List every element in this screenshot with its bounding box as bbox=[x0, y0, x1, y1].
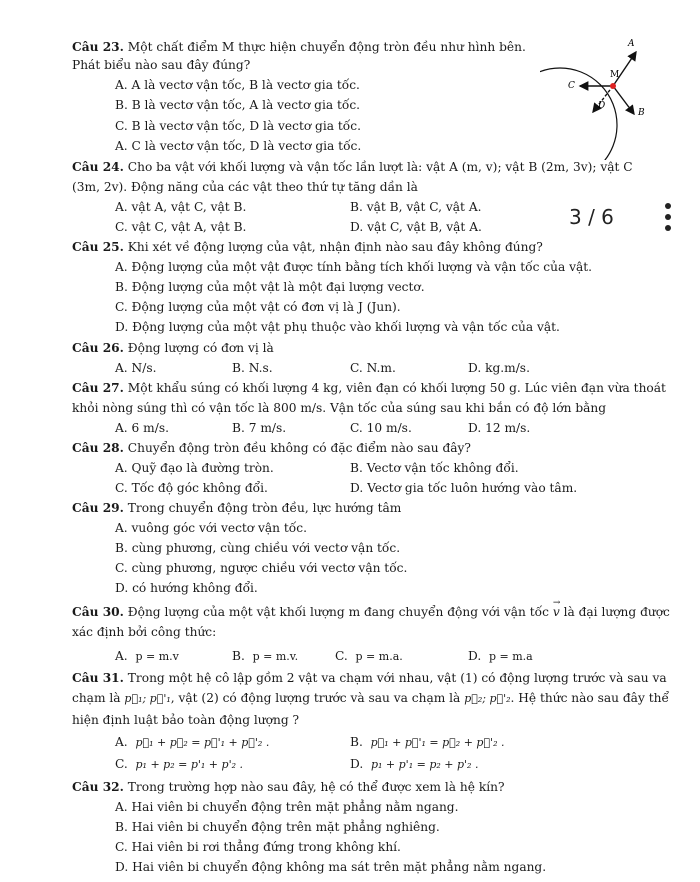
question-24-option-b: B. vật B, vật C, vật A. bbox=[350, 200, 482, 214]
question-30-number: Câu 30. bbox=[72, 605, 124, 619]
question-30-option-a bbox=[115, 649, 179, 664]
question-28-option-a: A. Quỹ đạo là đường tròn. bbox=[115, 461, 274, 475]
question-27-option-b: B. 7 m/s. bbox=[232, 421, 287, 435]
question-28-stem: Chuyển động tròn đều không có đặc điểm nào sau đây? bbox=[127, 441, 471, 455]
point-m bbox=[610, 83, 616, 89]
question-28-number: Câu 28. bbox=[72, 441, 124, 455]
question-32-option-c: C. Hai viên bi rơi thẳng đứng trong không khí. bbox=[115, 840, 401, 854]
question-25-stem: Khi xét về động lượng của vật, nhận định nào sau đây không đúng? bbox=[127, 240, 543, 254]
question-26-stem: Động lượng có đơn vị là bbox=[127, 341, 274, 355]
question-29-option-b: B. cùng phương, cùng chiều với vectơ vận tốc. bbox=[115, 541, 401, 555]
question-31-formula-c: p₁ + p₂ = p'₁ + p'₂ . bbox=[135, 758, 243, 771]
question-29-line-1 bbox=[72, 501, 401, 516]
question-27-stem-1: Một khẩu súng có khối lượng 4 kg, viên đạn có khối lượng 50 g. Lúc viên đạn vừa thoát bbox=[127, 381, 666, 395]
question-26-option-c: C. N.m. bbox=[350, 361, 396, 375]
question-23-line-1 bbox=[72, 40, 526, 55]
question-24-option-a: A. vật A, vật C, vật B. bbox=[115, 200, 247, 214]
question-31-option-c-letter: C. bbox=[115, 757, 128, 771]
question-31-option-c bbox=[115, 757, 243, 772]
question-32-stem: Trong trường hợp nào sau đây, hệ có thể được xem là hệ kín? bbox=[127, 780, 505, 794]
question-31-stem-3: , vật (2) có động lượng trước và sau va chạm là bbox=[170, 691, 461, 705]
velocity-vector-symbol: → v bbox=[552, 598, 561, 619]
question-31-option-a-letter: A. bbox=[115, 735, 128, 749]
question-30-option-c-letter: C. bbox=[335, 649, 348, 663]
question-24-option-c: C. vật C, vật A, vật B. bbox=[115, 220, 247, 234]
question-30-option-a-letter: A. bbox=[115, 649, 128, 663]
vector-a-arrow bbox=[613, 52, 636, 86]
question-32-number: Câu 32. bbox=[72, 780, 124, 794]
question-31-stem-1: Trong một hệ cô lập gồm 2 vật va chạm với nhau, vật (1) có động lượng trước và sau va bbox=[127, 671, 667, 685]
question-26-number: Câu 26. bbox=[72, 341, 124, 355]
circular-motion-figure bbox=[540, 30, 660, 160]
question-30-option-c bbox=[335, 649, 403, 664]
question-24-stem-1: Cho ba vật với khối lượng và vận tốc lần lượt là: vật A (m, v); vật B (2m, 3v); vật C bbox=[127, 160, 633, 174]
question-25-line-1 bbox=[72, 240, 543, 255]
label-a: A bbox=[628, 39, 635, 49]
question-31-line-1 bbox=[72, 671, 667, 686]
question-29-stem: Trong chuyển động tròn đều, lực hướng tâm bbox=[127, 501, 402, 515]
question-32-option-a: A. Hai viên bi chuyển động trên mặt phẳng nằm ngang. bbox=[115, 800, 459, 814]
question-28-option-c: C. Tốc độ góc không đổi. bbox=[115, 481, 268, 495]
vector-b-arrow bbox=[613, 86, 634, 114]
question-25-option-b: B. Động lượng của một vật là một đại lượng vectơ. bbox=[115, 280, 425, 294]
question-23-stem-2: Phát biểu nào sau đây đúng? bbox=[72, 58, 251, 72]
question-24-stem-2: (3m, 2v). Động năng của các vật theo thứ tự tăng dần là bbox=[72, 180, 418, 194]
question-30-line-1 bbox=[72, 598, 670, 620]
question-26-option-b: B. N.s. bbox=[232, 361, 273, 375]
question-23-option-a: A. A là vectơ vận tốc, B là vectơ gia tốc. bbox=[115, 78, 360, 92]
question-31-option-d-letter: D. bbox=[350, 757, 364, 771]
question-27-stem-2: khỏi nòng súng thì có vận tốc là 800 m/s. Vận tốc của súng sau khi bắn có độ lớn bằng bbox=[72, 401, 607, 415]
label-m: M bbox=[610, 70, 620, 80]
question-31-option-a bbox=[115, 735, 269, 750]
question-31-option-d bbox=[350, 757, 478, 772]
question-28-option-d: D. Vectơ gia tốc luôn hướng vào tâm. bbox=[350, 481, 578, 495]
label-c: C bbox=[568, 81, 575, 91]
question-30-formula-d: p = m.a bbox=[488, 650, 533, 663]
question-23-number: Câu 23. bbox=[72, 40, 124, 54]
question-27-option-a: A. 6 m/s. bbox=[115, 421, 169, 435]
question-27-number: Câu 27. bbox=[72, 381, 124, 395]
momentum-p2-symbols: p⃗₂; p⃗'₂ bbox=[464, 692, 511, 705]
question-29-option-d: D. có hướng không đổi. bbox=[115, 581, 258, 595]
question-24-number: Câu 24. bbox=[72, 160, 124, 174]
question-31-option-b-letter: B. bbox=[350, 735, 363, 749]
question-23-option-b: B. B là vectơ vận tốc, A là vectơ gia tốc. bbox=[115, 98, 361, 112]
question-31-stem-5: hiện định luật bảo toàn động lượng ? bbox=[72, 713, 300, 727]
question-31-option-b bbox=[350, 735, 504, 750]
question-23-option-d: A. C là vectơ vận tốc, D là vectơ gia tốc. bbox=[115, 139, 362, 153]
question-31-formula-d: p₁ + p'₁ = p₂ + p'₂ . bbox=[370, 758, 479, 771]
question-26-option-a: A. N/s. bbox=[115, 361, 157, 375]
label-b: B bbox=[638, 108, 645, 118]
question-29-option-c: C. cùng phương, ngược chiều với vectơ vận tốc. bbox=[115, 561, 408, 575]
trajectory-circle bbox=[540, 68, 620, 160]
question-27-option-c: C. 10 m/s. bbox=[350, 421, 412, 435]
question-26-line-1 bbox=[72, 341, 274, 356]
question-30-formula-b: p = m.v. bbox=[252, 650, 299, 663]
question-30-stem-1: Động lượng của một vật khối lượng m đang chuyển động với vận tốc bbox=[127, 605, 549, 619]
question-24-line-1 bbox=[72, 160, 633, 175]
question-32-option-d: D. Hai viên bi chuyển động không ma sát trên mặt phẳng nằm ngang. bbox=[115, 860, 547, 874]
question-29-number: Câu 29. bbox=[72, 501, 124, 515]
question-30-option-d bbox=[468, 649, 533, 664]
question-27-option-d: D. 12 m/s. bbox=[468, 421, 531, 435]
question-31-formula-b: p⃗₁ + p⃗'₁ = p⃗₂ + p⃗'₂ . bbox=[370, 736, 505, 749]
question-25-option-d: D. Động lượng của một vật phụ thuộc vào khối lượng và vận tốc của vật. bbox=[115, 320, 560, 334]
question-30-stem-3: xác định bởi công thức: bbox=[72, 625, 217, 639]
question-31-stem-2: chạm là bbox=[72, 691, 121, 705]
question-30-formula-c: p = m.a. bbox=[355, 650, 403, 663]
question-25-option-a: A. Động lượng của một vật được tính bằng tích khối lượng và vận tốc của vật. bbox=[115, 260, 593, 274]
question-31-line-2 bbox=[72, 691, 669, 706]
question-28-option-b: B. Vectơ vận tốc không đổi. bbox=[350, 461, 519, 475]
question-25-number: Câu 25. bbox=[72, 240, 124, 254]
question-30-stem-2: là đại lượng được bbox=[563, 605, 670, 619]
label-d: D bbox=[598, 101, 606, 111]
question-30-option-b-letter: B. bbox=[232, 649, 245, 663]
question-32-option-b: B. Hai viên bi chuyển động trên mặt phẳng nghiêng. bbox=[115, 820, 440, 834]
question-30-formula-a: p = m.v bbox=[135, 650, 179, 663]
question-23-stem-1: Một chất điểm M thực hiện chuyển động tròn đều như hình bên. bbox=[127, 40, 526, 54]
question-31-stem-4: . Hệ thức nào sau đây thể bbox=[510, 691, 669, 705]
question-23-option-c: C. B là vectơ vận tốc, D là vectơ gia tốc. bbox=[115, 119, 361, 133]
question-30-option-d-letter: D. bbox=[468, 649, 482, 663]
question-31-number: Câu 31. bbox=[72, 671, 124, 685]
question-31-formula-a: p⃗₁ + p⃗₂ = p⃗'₁ + p⃗'₂ . bbox=[135, 736, 270, 749]
question-30-option-b bbox=[232, 649, 298, 664]
question-29-option-a: A. vuông góc với vectơ vận tốc. bbox=[115, 521, 307, 535]
question-27-line-1 bbox=[72, 381, 666, 396]
question-28-line-1 bbox=[72, 441, 471, 456]
page-counter: 3 / 6 bbox=[569, 205, 614, 229]
question-25-option-c: C. Động lượng của một vật có đơn vị là J (Jun). bbox=[115, 300, 401, 314]
kebab-menu-icon[interactable] bbox=[665, 203, 673, 233]
question-24-option-d: D. vật C, vật B, vật A. bbox=[350, 220, 482, 234]
momentum-p1-symbols: p⃗₁; p⃗'₁ bbox=[124, 692, 171, 705]
question-32-line-1 bbox=[72, 780, 505, 795]
question-26-option-d: D. kg.m/s. bbox=[468, 361, 530, 375]
